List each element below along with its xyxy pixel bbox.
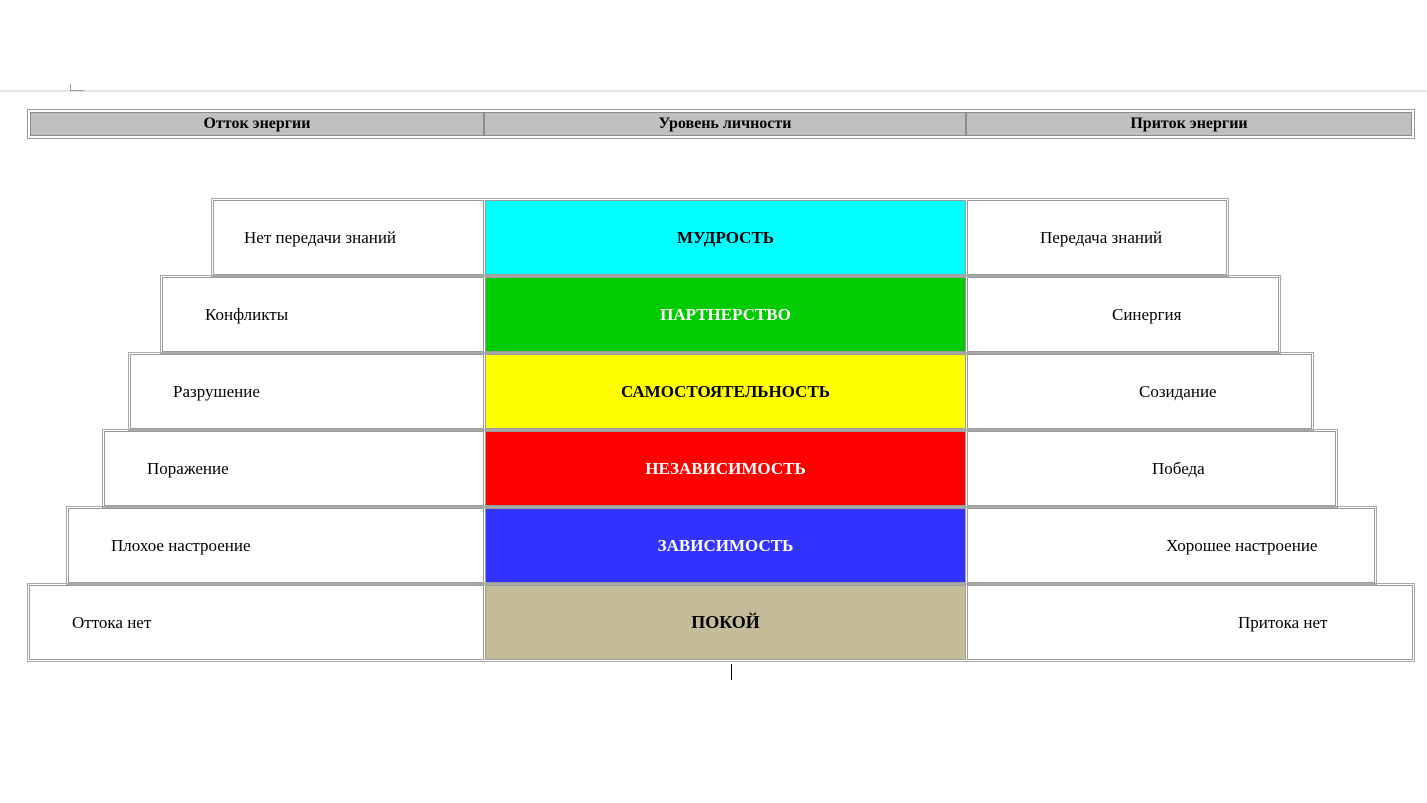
header-table: [27, 109, 1415, 139]
outflow-cell: Разрушение: [130, 354, 484, 429]
outflow-cell: Конфликты: [162, 277, 484, 352]
level-cell: ПОКОЙ: [485, 585, 966, 660]
outflow-cell: Плохое настроение: [68, 508, 484, 583]
inflow-cell: Хорошее настроение: [967, 508, 1375, 583]
level-cell: МУДРОСТЬ: [485, 200, 966, 275]
level-cell: НЕЗАВИСИМОСТЬ: [485, 431, 966, 506]
outflow-cell: Оттока нет: [29, 585, 484, 660]
level-cell: ЗАВИСИМОСТЬ: [485, 508, 966, 583]
inflow-cell: Победа: [967, 431, 1336, 506]
outflow-cell: Поражение: [104, 431, 484, 506]
text-cursor: [731, 664, 732, 680]
header-level: Уровень личности: [484, 112, 966, 136]
level-cell: ПАРТНЕРСТВО: [485, 277, 966, 352]
inflow-cell: Синергия: [967, 277, 1279, 352]
header-inflow: Приток энергии: [966, 112, 1412, 136]
header-outflow: Отток энергии: [30, 112, 484, 136]
outflow-cell: Нет передачи знаний: [213, 200, 484, 275]
page-top-rule: [0, 90, 1427, 92]
inflow-cell: Притока нет: [967, 585, 1413, 660]
paragraph-corner-mark: [70, 84, 84, 91]
inflow-cell: Передача знаний: [967, 200, 1227, 275]
level-cell: САМОСТОЯТЕЛЬНОСТЬ: [485, 354, 966, 429]
inflow-cell: Созидание: [967, 354, 1312, 429]
